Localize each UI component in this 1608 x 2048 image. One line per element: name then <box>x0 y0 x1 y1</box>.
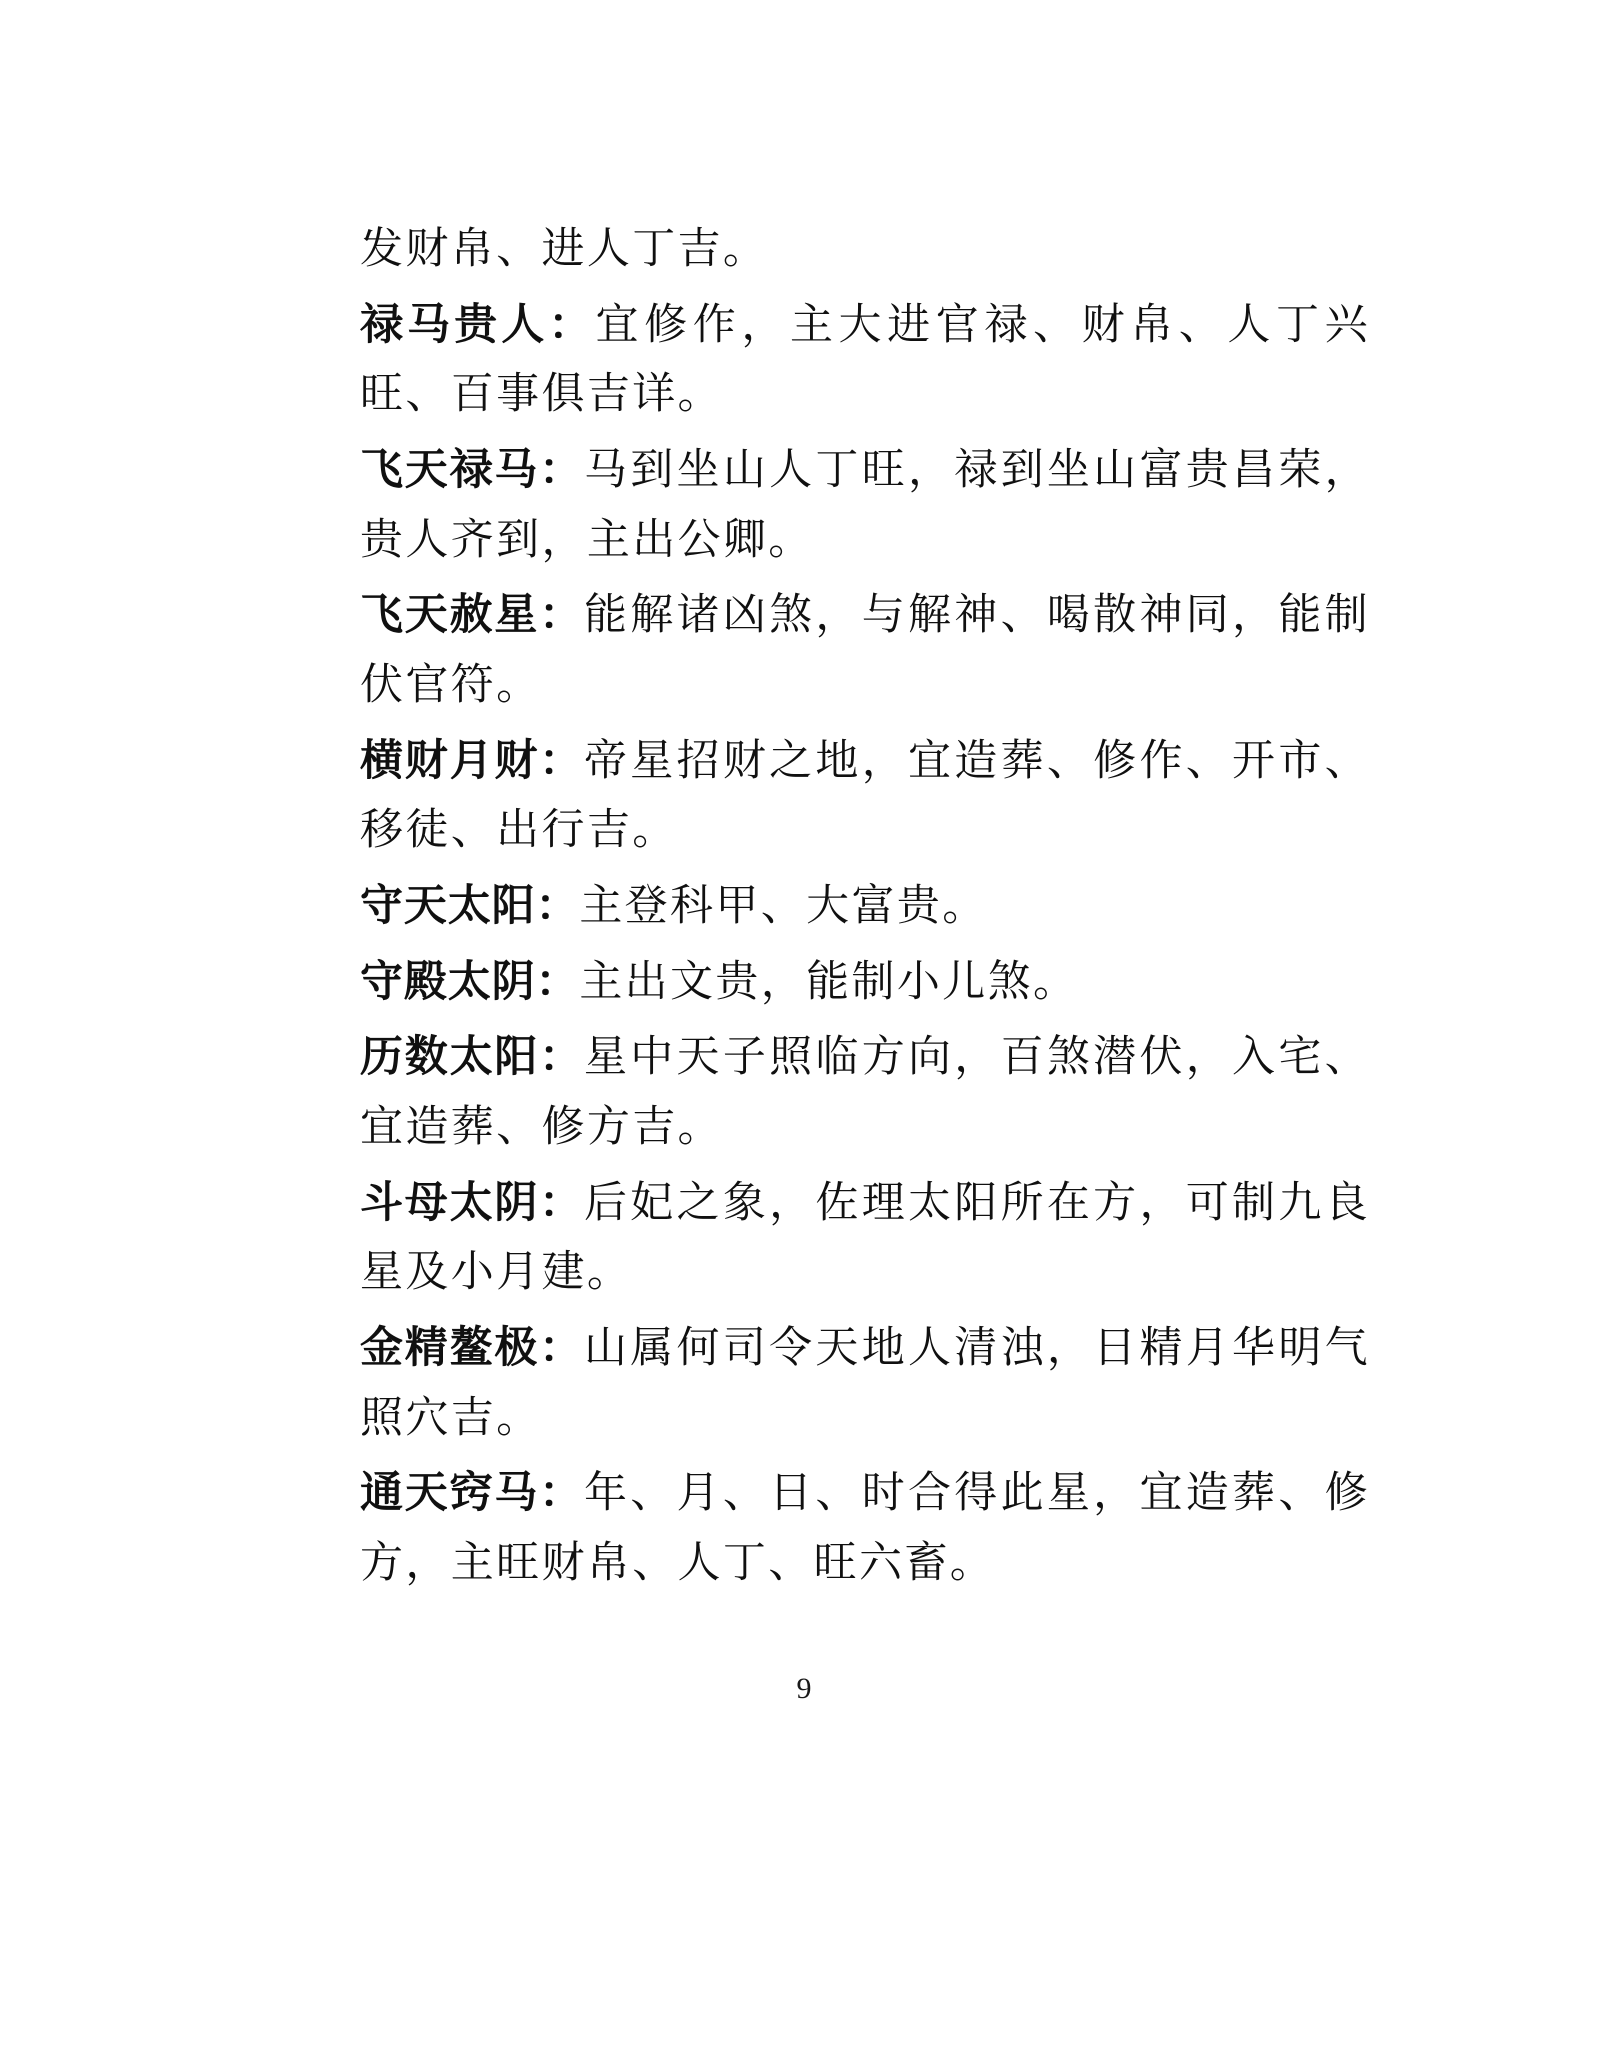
term-label: 横财月财： <box>360 737 584 785</box>
paragraph-text: 马到坐山人丁旺，禄到坐山富贵昌荣，贵人齐到，主出公卿。 <box>360 446 1370 564</box>
paragraph <box>360 1314 1370 1453</box>
paragraph <box>360 215 1370 285</box>
paragraph <box>360 1459 1370 1598</box>
paragraph-text: 星中天子照临方向，百煞潜伏，入宅、宜造葬、修方吉。 <box>360 1034 1370 1151</box>
paragraph <box>360 291 1370 430</box>
paragraph <box>360 948 1370 1018</box>
term-label: 历数太阳： <box>360 1034 584 1082</box>
term-label: 金精鳌极： <box>360 1324 584 1372</box>
paragraph-text: 山属何司令天地人清浊，日精月华明气照穴吉。 <box>360 1324 1370 1442</box>
page-number: 9 <box>796 1672 812 1705</box>
paragraph <box>360 1023 1370 1162</box>
paragraph <box>360 581 1370 720</box>
paragraph-text: 发财帛、进人丁吉。 <box>360 226 769 273</box>
paragraph-text: 主登科甲、大富贵。 <box>579 882 988 930</box>
paragraph-text: 后妃之象，佐理太阳所在方，可制九良星及小月建。 <box>360 1179 1370 1297</box>
term-label: 飞天禄马： <box>360 446 584 494</box>
page-body <box>360 215 1370 1604</box>
term-label: 守殿太阴： <box>360 958 580 1006</box>
paragraph <box>360 872 1370 942</box>
paragraph <box>360 727 1370 866</box>
paragraph-text: 主出文贵，能制小儿煞。 <box>579 958 1079 1006</box>
term-label: 斗母太阴： <box>360 1179 584 1227</box>
paragraph-text: 宜修作，主大进官禄、财帛、人丁兴旺、百事俱吉详。 <box>360 301 1370 419</box>
term-label: 守天太阳： <box>360 882 580 930</box>
term-label: 禄马贵人： <box>360 301 596 349</box>
paragraph-text: 帝星招财之地，宜造葬、修作、开市、移徒、出行吉。 <box>360 737 1370 855</box>
term-label: 飞天赦星： <box>360 592 584 640</box>
paragraph <box>360 436 1370 575</box>
paragraph-text: 年、月、日、时合得此星，宜造葬、修方，主旺财帛、人丁、旺六畜。 <box>360 1470 1370 1587</box>
paragraph <box>360 1169 1370 1308</box>
paragraph-text: 能解诸凶煞，与解神、喝散神同，能制伏官符。 <box>360 592 1370 709</box>
term-label: 通天窍马： <box>360 1470 584 1518</box>
